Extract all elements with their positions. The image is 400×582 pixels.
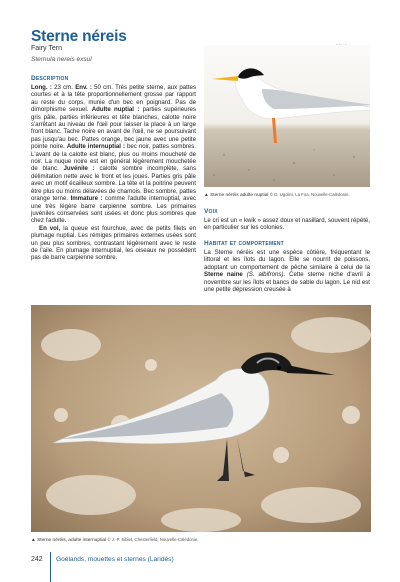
length-label: Long. :: [31, 84, 52, 91]
immature-text: comme l'adulte internuptial, avec une très légère barre carpienne sombre. Les primaires juvéniles conservées sont usées et donc plus sombres que chez l'adulte.: [31, 195, 197, 225]
juvenile-label: Juvénile :: [63, 165, 95, 173]
voice-text: Le cri est un « kwik » assez doux et nasillard, souvent répété, en particulier sur les colonies.: [204, 217, 370, 232]
photo-adult-nuptial: [204, 45, 370, 187]
common-name: Fairy Tern: [31, 45, 62, 52]
flight-paragraph: [31, 225, 196, 262]
adult-nuptial-text: parties supérieures gris pâle, parties inférieures et tête blanches, calotte noire s'arrêtant au niveau de l'œil pour laisser la place à un large front blanc. Tache noire en avant de l'œil, ne se poursuivant pas jusqu'au bec. Pattes orange, bec jaune avec une petite pointe noire.: [31, 106, 196, 151]
habitat-species-sci: (S. albifrons): [242, 271, 284, 279]
habitat-species: Sterne naine: [204, 271, 243, 279]
juvenile-text: calotte sombre incomplète, sans délimitation nette avec le front et les joues. Parties gris pâle avec un motif écailleux sombre. La tête et la poitrine peuvent être plus ou moins délavées de chamois. Bec sombre, pattes orange terne.: [31, 165, 196, 203]
wingspan-label: Env. :: [75, 84, 92, 91]
immature-label: Immature :: [70, 195, 103, 203]
photo1-credit: © D. Ugolini, La Foa, Nouvelle-Calédonie.: [269, 192, 350, 197]
tern-nuptial-image: [204, 45, 370, 187]
description-heading: Description: [31, 75, 69, 82]
habitat-text: [204, 249, 370, 293]
scientific-name: Sternula nereis exsul: [31, 56, 92, 63]
adult-internuptial-text: bec noir, pattes sombres. L'avant de la calotte est blanc, plus ou moins moucheté de noir. La nuque noire est en général légèrement mouchetée de blanc.: [31, 143, 196, 173]
photo1-caption: [204, 192, 374, 198]
habitat-text-a: La Sterne néréis est une espèce côtière, fréquentant le littoral et les îlots du lagon. Elle se nourrit de poissons, adoptant un comportement de pêche similaire à celui de la: [204, 249, 370, 271]
flight-label: En vol,: [39, 224, 61, 232]
habitat-heading: Habitat et comportement: [204, 240, 284, 247]
photo2-caption: [31, 537, 371, 543]
footer-divider: [50, 552, 51, 582]
habitat-text-b: . Cette sterne niche d'avril à novembre sur les îlots et bancs de sable du lagon. Le nid est une petite dépression creusée à: [204, 271, 370, 294]
tern-internuptial-image: [31, 305, 371, 532]
description-text: [31, 84, 196, 262]
footer-section: Goélands, mouettes et sternes (Laridés): [56, 556, 174, 563]
photo2-credit: © J.-P. Siblet, Chesterfield, Nouvelle-Calédonie.: [107, 537, 199, 542]
adult-internuptial-label: Adulte internuptial :: [66, 143, 125, 151]
photo1-caption-text: ▲ Sterne néréis adulte nuptial: [204, 193, 269, 198]
wingspan-text: 50 cm. Très petite sterne, aux pattes courtes et à la tête proportionnellement grosse par rapport au reste du corps, munie d'un bec en poignard. Pas de dimorphisme sexuel.: [31, 84, 196, 114]
photo2-caption-text: ▲ Sterne néréis, adulte internuptial: [31, 538, 107, 543]
adult-nuptial-label: Adulte nuptial :: [91, 106, 140, 114]
flight-text: la queue est fourchue, avec de petits filets en plumage nuptial. Les rémiges primaires externes usées sont un peu plus sombres, contrastant légèrement avec le reste de l'aile. En plumage internuptial, les oiseaux ne possèdent pas de barre carpienne sombre.: [31, 224, 196, 262]
page-title: Sterne néreis: [31, 28, 127, 45]
voice-heading: Voix: [204, 208, 218, 215]
page-number: 242: [31, 556, 43, 563]
length-value: 23 cm.: [51, 84, 76, 91]
photo-adult-internuptial: [31, 305, 371, 532]
